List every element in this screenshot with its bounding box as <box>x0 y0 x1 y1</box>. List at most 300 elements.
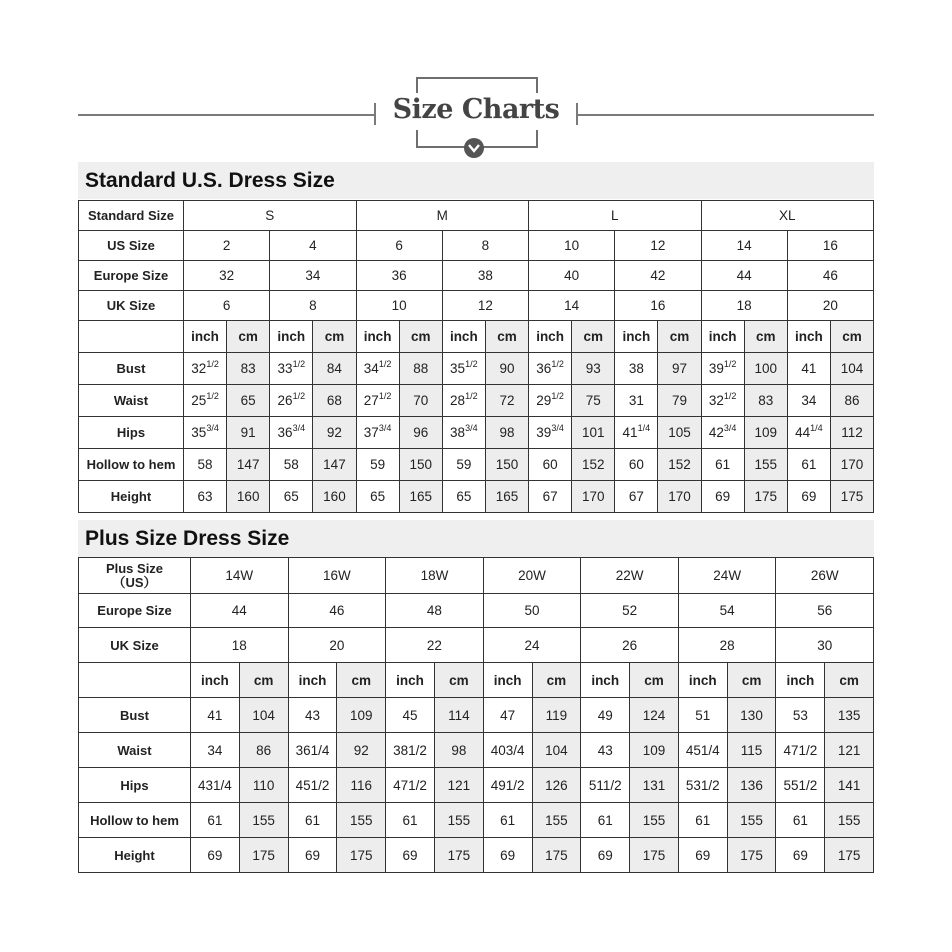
plus-section-band <box>78 520 874 557</box>
label-height: Height <box>79 838 191 873</box>
header-rule-right <box>578 114 874 116</box>
bust-inch-fraction: 1/2 <box>551 359 564 369</box>
unit-inch: inch <box>776 663 825 698</box>
unit-inch: inch <box>529 321 572 353</box>
bust-inch-whole: 38 <box>628 361 644 376</box>
hollow-inch: 61 <box>483 803 532 838</box>
row-plus-size <box>79 558 874 594</box>
unit-cm: cm <box>227 321 270 353</box>
hollow-inch <box>615 449 658 481</box>
europe-size-value: 42 <box>615 261 701 291</box>
hollow-cm: 155 <box>532 803 581 838</box>
waist-inch-whole: 26 <box>277 393 293 408</box>
label-standard-size: Standard Size <box>79 201 184 231</box>
height-cm: 175 <box>830 481 873 513</box>
hips-inch: 551/2 <box>776 768 825 803</box>
row-hollow <box>79 803 874 838</box>
europe-size-value: 34 <box>270 261 356 291</box>
unit-cm: cm <box>825 663 874 698</box>
waist-cm: 68 <box>313 385 356 417</box>
label-bust: Bust <box>79 353 184 385</box>
hips-cm: 98 <box>485 417 528 449</box>
bust-cm: 114 <box>434 698 483 733</box>
height-inch: 69 <box>581 838 630 873</box>
uk-size-value: 24 <box>483 628 581 663</box>
hips-cm: 109 <box>744 417 787 449</box>
height-cm: 170 <box>572 481 615 513</box>
waist-inch: 381/2 <box>386 733 435 768</box>
row-units <box>79 663 874 698</box>
waist-inch: 361/4 <box>288 733 337 768</box>
header-rule-left <box>78 114 374 116</box>
hips-inch <box>701 417 744 449</box>
hips-cm: 136 <box>727 768 776 803</box>
height-inch-whole: 67 <box>628 489 644 504</box>
hips-inch-whole: 37 <box>363 425 379 440</box>
waist-cm: 83 <box>744 385 787 417</box>
height-cm: 160 <box>313 481 356 513</box>
waist-inch-fraction: 1/2 <box>723 391 737 401</box>
row-height <box>79 838 874 873</box>
unit-inch: inch <box>483 663 532 698</box>
europe-size-value: 48 <box>386 594 484 628</box>
hollow-inch-whole: 61 <box>715 457 731 472</box>
waist-inch-whole: 29 <box>536 393 552 408</box>
uk-size-value: 14 <box>529 291 615 321</box>
bust-inch <box>442 353 485 385</box>
waist-cm: 70 <box>399 385 442 417</box>
bust-inch <box>356 353 399 385</box>
bust-inch: 45 <box>386 698 435 733</box>
hips-inch-fraction: 1/4 <box>810 423 823 433</box>
bust-inch <box>615 353 658 385</box>
waist-inch <box>787 385 830 417</box>
bust-inch: 41 <box>191 698 240 733</box>
hips-cm: 101 <box>572 417 615 449</box>
unit-inch: inch <box>581 663 630 698</box>
us-size-value: 6 <box>356 231 442 261</box>
waist-inch: 471/2 <box>776 733 825 768</box>
us-size-value: 4 <box>270 231 356 261</box>
hollow-inch <box>184 449 227 481</box>
hips-inch-whole: 41 <box>622 425 638 440</box>
height-inch <box>270 481 313 513</box>
bust-inch-whole: 35 <box>450 361 466 376</box>
waist-inch: 403/4 <box>483 733 532 768</box>
bust-inch <box>184 353 227 385</box>
hips-inch-whole: 39 <box>536 425 552 440</box>
bust-inch-fraction: 1/2 <box>292 359 306 369</box>
us-size-value: 10 <box>529 231 615 261</box>
waist-inch <box>615 385 658 417</box>
waist-cm: 115 <box>727 733 776 768</box>
height-inch <box>529 481 572 513</box>
hips-inch-whole: 44 <box>795 425 811 440</box>
waist-inch: 451/4 <box>678 733 727 768</box>
row-bust <box>79 698 874 733</box>
height-inch: 69 <box>386 838 435 873</box>
unit-cm: cm <box>658 321 701 353</box>
bust-inch <box>787 353 830 385</box>
bust-inch <box>701 353 744 385</box>
unit-inch: inch <box>184 321 227 353</box>
hollow-inch: 61 <box>191 803 240 838</box>
europe-size-value: 52 <box>581 594 679 628</box>
hollow-inch-whole: 58 <box>197 457 213 472</box>
europe-size-value: 32 <box>184 261 270 291</box>
unit-inch: inch <box>701 321 744 353</box>
bust-cm: 135 <box>825 698 874 733</box>
row-uk-size <box>79 628 874 663</box>
label-waist: Waist <box>79 385 184 417</box>
height-inch <box>615 481 658 513</box>
hollow-cm: 155 <box>630 803 679 838</box>
waist-inch-whole: 34 <box>801 393 817 408</box>
europe-size-value: 56 <box>776 594 874 628</box>
height-cm: 175 <box>825 838 874 873</box>
height-cm: 175 <box>239 838 288 873</box>
waist-inch-whole: 25 <box>191 393 207 408</box>
hips-inch <box>270 417 313 449</box>
header-rule-left-tick <box>374 103 376 125</box>
us-size-value: 2 <box>184 231 270 261</box>
height-cm: 175 <box>727 838 776 873</box>
hollow-inch <box>787 449 830 481</box>
waist-cm: 75 <box>572 385 615 417</box>
waist-cm: 109 <box>630 733 679 768</box>
hips-inch-fraction: 3/4 <box>378 423 392 433</box>
hips-cm: 112 <box>830 417 873 449</box>
row-europe-size <box>79 594 874 628</box>
plus-size-value: 24W <box>678 558 776 594</box>
unit-inch: inch <box>386 663 435 698</box>
hollow-cm: 155 <box>744 449 787 481</box>
hollow-inch <box>270 449 313 481</box>
unit-cm: cm <box>337 663 386 698</box>
height-inch <box>356 481 399 513</box>
hips-cm: 121 <box>434 768 483 803</box>
hollow-inch-whole: 60 <box>628 457 644 472</box>
height-cm: 165 <box>399 481 442 513</box>
europe-size-value: 38 <box>442 261 528 291</box>
hollow-cm: 152 <box>658 449 701 481</box>
waist-inch-fraction: 1/2 <box>465 391 478 401</box>
us-size-value: 16 <box>787 231 873 261</box>
hollow-cm: 155 <box>727 803 776 838</box>
label-waist: Waist <box>79 733 191 768</box>
size-group: S <box>184 201 357 231</box>
hips-cm: 141 <box>825 768 874 803</box>
europe-size-value: 40 <box>529 261 615 291</box>
label-uk-size: UK Size <box>79 628 191 663</box>
hips-inch-fraction: 3/4 <box>292 423 306 433</box>
bust-inch: 53 <box>776 698 825 733</box>
bust-inch <box>270 353 313 385</box>
hips-inch-whole: 42 <box>708 425 724 440</box>
hollow-inch-whole: 61 <box>801 457 817 472</box>
bust-inch-fraction: 1/2 <box>465 359 478 369</box>
label-hips: Hips <box>79 417 184 449</box>
hips-inch <box>615 417 658 449</box>
plus-section-title: Plus Size Dress Size <box>85 527 290 550</box>
plus-size-value: 26W <box>776 558 874 594</box>
hollow-cm: 152 <box>572 449 615 481</box>
bust-inch-whole: 33 <box>277 361 293 376</box>
bust-cm: 90 <box>485 353 528 385</box>
hips-inch: 511/2 <box>581 768 630 803</box>
size-group: L <box>529 201 702 231</box>
hips-cm: 91 <box>227 417 270 449</box>
bust-cm: 88 <box>399 353 442 385</box>
uk-size-value: 30 <box>776 628 874 663</box>
row-hips <box>79 768 874 803</box>
waist-inch-fraction: 1/2 <box>292 391 306 401</box>
label-plus-size <box>79 558 191 594</box>
height-inch-whole: 67 <box>542 489 558 504</box>
standard-size-table <box>78 200 874 513</box>
bust-cm: 104 <box>239 698 288 733</box>
europe-size-value: 44 <box>701 261 787 291</box>
height-cm: 175 <box>434 838 483 873</box>
unit-inch: inch <box>678 663 727 698</box>
row-bust <box>79 353 874 385</box>
us-size-value: 8 <box>442 231 528 261</box>
label-uk-size: UK Size <box>79 291 184 321</box>
height-inch-whole: 65 <box>283 489 299 504</box>
hollow-inch <box>701 449 744 481</box>
label-plus-size-line1: Plus Size <box>105 560 164 576</box>
uk-size-value: 18 <box>191 628 289 663</box>
chevron-down-icon <box>464 138 484 158</box>
row-hollow <box>79 449 874 481</box>
waist-inch-fraction: 1/2 <box>206 391 219 401</box>
bust-cm: 93 <box>572 353 615 385</box>
height-inch-whole: 69 <box>715 489 731 504</box>
hollow-inch-whole: 58 <box>283 457 299 472</box>
hips-inch-whole: 38 <box>450 425 466 440</box>
waist-cm: 104 <box>532 733 581 768</box>
hollow-cm: 147 <box>227 449 270 481</box>
height-inch-whole: 69 <box>801 489 817 504</box>
hollow-inch-whole: 59 <box>370 457 386 472</box>
standard-section-band <box>78 162 874 199</box>
height-inch <box>184 481 227 513</box>
us-size-value: 14 <box>701 231 787 261</box>
title-frame-top <box>416 77 538 93</box>
height-inch: 69 <box>483 838 532 873</box>
waist-inch <box>184 385 227 417</box>
unit-inch: inch <box>191 663 240 698</box>
hollow-inch: 61 <box>776 803 825 838</box>
plus-size-value: 22W <box>581 558 679 594</box>
hollow-inch-whole: 60 <box>542 457 558 472</box>
uk-size-value: 18 <box>701 291 787 321</box>
row-uk-size <box>79 291 874 321</box>
bust-cm: 104 <box>830 353 873 385</box>
bust-inch: 51 <box>678 698 727 733</box>
plus-size-value: 18W <box>386 558 484 594</box>
hips-inch <box>356 417 399 449</box>
uk-size-value: 6 <box>184 291 270 321</box>
uk-size-value: 16 <box>615 291 701 321</box>
waist-inch-fraction: 1/2 <box>551 391 564 401</box>
europe-size-value: 36 <box>356 261 442 291</box>
height-inch: 69 <box>776 838 825 873</box>
bust-inch-whole: 36 <box>536 361 552 376</box>
hips-cm: 110 <box>239 768 288 803</box>
waist-inch <box>356 385 399 417</box>
hips-inch-fraction: 3/4 <box>465 423 478 433</box>
hollow-cm: 155 <box>239 803 288 838</box>
bust-inch-whole: 39 <box>708 361 724 376</box>
bust-inch-fraction: 1/2 <box>723 359 737 369</box>
row-hips <box>79 417 874 449</box>
height-inch <box>701 481 744 513</box>
europe-size-value: 46 <box>787 261 873 291</box>
waist-cm: 72 <box>485 385 528 417</box>
uk-size-value: 12 <box>442 291 528 321</box>
height-inch: 69 <box>191 838 240 873</box>
hips-inch-fraction: 3/4 <box>551 423 564 433</box>
hollow-cm: 155 <box>337 803 386 838</box>
waist-inch: 34 <box>191 733 240 768</box>
bust-cm: 124 <box>630 698 679 733</box>
bust-inch: 43 <box>288 698 337 733</box>
plus-size-table <box>78 557 874 873</box>
uk-size-value: 28 <box>678 628 776 663</box>
bust-inch-whole: 41 <box>801 361 817 376</box>
hollow-cm: 155 <box>825 803 874 838</box>
waist-inch <box>442 385 485 417</box>
hips-cm: 92 <box>313 417 356 449</box>
hips-inch: 531/2 <box>678 768 727 803</box>
page-title: Size Charts <box>392 94 560 125</box>
height-cm: 175 <box>744 481 787 513</box>
waist-inch <box>529 385 572 417</box>
height-cm: 175 <box>337 838 386 873</box>
hollow-inch: 61 <box>386 803 435 838</box>
height-inch-whole: 63 <box>197 489 213 504</box>
bust-cm: 97 <box>658 353 701 385</box>
label-us-size: US Size <box>79 231 184 261</box>
bust-cm: 119 <box>532 698 581 733</box>
row-europe-size <box>79 261 874 291</box>
unit-cm: cm <box>744 321 787 353</box>
size-group: M <box>356 201 529 231</box>
height-inch-whole: 65 <box>370 489 386 504</box>
waist-inch <box>270 385 313 417</box>
unit-cm: cm <box>630 663 679 698</box>
height-cm: 175 <box>630 838 679 873</box>
row-units <box>79 321 874 353</box>
plus-size-value: 16W <box>288 558 386 594</box>
hips-inch <box>184 417 227 449</box>
units-blank <box>79 321 184 353</box>
height-cm: 170 <box>658 481 701 513</box>
bust-cm: 100 <box>744 353 787 385</box>
waist-inch-whole: 32 <box>708 393 724 408</box>
uk-size-value: 20 <box>288 628 386 663</box>
hips-cm: 131 <box>630 768 679 803</box>
unit-inch: inch <box>442 321 485 353</box>
europe-size-value: 50 <box>483 594 581 628</box>
hips-inch-fraction: 3/4 <box>206 423 219 433</box>
waist-cm: 79 <box>658 385 701 417</box>
plus-size-value: 20W <box>483 558 581 594</box>
bust-inch <box>529 353 572 385</box>
europe-size-value: 46 <box>288 594 386 628</box>
hips-inch: 451/2 <box>288 768 337 803</box>
hips-inch: 431/4 <box>191 768 240 803</box>
unit-inch: inch <box>270 321 313 353</box>
unit-cm: cm <box>830 321 873 353</box>
unit-inch: inch <box>356 321 399 353</box>
hollow-cm: 150 <box>399 449 442 481</box>
waist-cm: 65 <box>227 385 270 417</box>
bust-inch: 47 <box>483 698 532 733</box>
hollow-cm: 170 <box>830 449 873 481</box>
row-waist <box>79 733 874 768</box>
unit-cm: cm <box>399 321 442 353</box>
row-us-size <box>79 231 874 261</box>
waist-cm: 98 <box>434 733 483 768</box>
hips-inch-fraction: 1/4 <box>637 423 651 433</box>
hips-cm: 96 <box>399 417 442 449</box>
standard-section-title: Standard U.S. Dress Size <box>85 169 335 192</box>
bust-cm: 84 <box>313 353 356 385</box>
hips-inch: 471/2 <box>386 768 435 803</box>
bust-cm: 130 <box>727 698 776 733</box>
bust-inch-whole: 32 <box>191 361 207 376</box>
unit-cm: cm <box>239 663 288 698</box>
waist-cm: 86 <box>830 385 873 417</box>
height-inch <box>787 481 830 513</box>
hips-inch <box>787 417 830 449</box>
hips-inch <box>529 417 572 449</box>
hollow-inch: 61 <box>581 803 630 838</box>
units-blank <box>79 663 191 698</box>
uk-size-value: 26 <box>581 628 679 663</box>
bust-inch-fraction: 1/2 <box>206 359 219 369</box>
hollow-cm: 155 <box>434 803 483 838</box>
hips-cm: 105 <box>658 417 701 449</box>
height-inch: 69 <box>678 838 727 873</box>
hips-cm: 116 <box>337 768 386 803</box>
waist-inch-whole: 27 <box>363 393 379 408</box>
waist-inch: 43 <box>581 733 630 768</box>
size-group: XL <box>701 201 874 231</box>
hips-inch-whole: 35 <box>191 425 207 440</box>
uk-size-value: 8 <box>270 291 356 321</box>
europe-size-value: 44 <box>191 594 289 628</box>
unit-inch: inch <box>787 321 830 353</box>
waist-inch <box>701 385 744 417</box>
height-inch-whole: 65 <box>456 489 472 504</box>
hips-inch <box>442 417 485 449</box>
bust-cm: 109 <box>337 698 386 733</box>
hollow-inch-whole: 59 <box>456 457 472 472</box>
unit-cm: cm <box>572 321 615 353</box>
height-cm: 165 <box>485 481 528 513</box>
label-europe-size: Europe Size <box>79 594 191 628</box>
height-cm: 175 <box>532 838 581 873</box>
hollow-inch: 61 <box>678 803 727 838</box>
hollow-inch: 61 <box>288 803 337 838</box>
unit-cm: cm <box>434 663 483 698</box>
hollow-inch <box>529 449 572 481</box>
label-bust: Bust <box>79 698 191 733</box>
bust-inch-fraction: 1/2 <box>378 359 392 369</box>
